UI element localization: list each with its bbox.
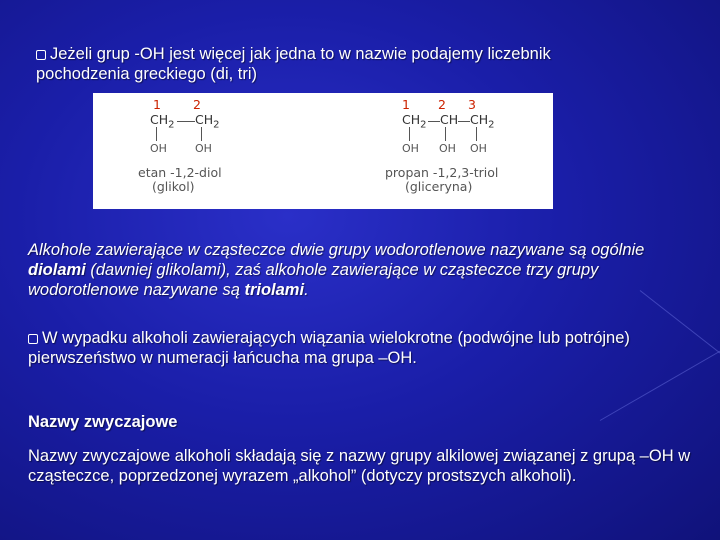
bond bbox=[177, 121, 195, 122]
triol-common-name: (gliceryna) bbox=[405, 179, 473, 194]
diol-triol-paragraph bbox=[28, 240, 698, 300]
bond bbox=[428, 121, 440, 122]
triol-group-3: $CH_2$ bbox=[470, 112, 495, 131]
para1-bold-triolami: triolami bbox=[244, 281, 305, 299]
intro-line1: Jeżeli grup -OH jest więcej jak jedna to w nazwie podajemy liczebnik bbox=[50, 45, 551, 63]
structure-diagram bbox=[93, 93, 553, 209]
para2-text: W wypadku alkoholi zawierających wiązania wielokrotne (podwójne lub potrójne) pierwszeństwo w numeracji łańcucha ma grupa –OH. bbox=[28, 329, 630, 367]
section-heading: Nazwy zwyczajowe bbox=[28, 413, 178, 431]
diol-group-2: $CH_2$ bbox=[195, 112, 220, 131]
triol-name: propan -1,2,3-triol bbox=[385, 165, 499, 180]
triol-oh-1: OH bbox=[402, 142, 419, 155]
bond bbox=[476, 127, 477, 141]
numbering-paragraph bbox=[28, 328, 698, 368]
diol-oh-2: OH bbox=[195, 142, 212, 155]
para1-part3: . bbox=[304, 281, 309, 299]
triol-oh-3: OH bbox=[470, 142, 487, 155]
diol-carbon-number-1: 1 bbox=[153, 97, 161, 112]
para1-part1: Alkohole zawierające w cząsteczce dwie grupy wodorotlenowe nazywane są ogólnie bbox=[28, 241, 645, 259]
triol-group-2: CH bbox=[440, 112, 459, 127]
bond bbox=[409, 127, 410, 141]
checkbox-bullet-icon bbox=[28, 334, 38, 344]
common-names-paragraph: Nazwy zwyczajowe alkoholi składają się z nazwy grupy alkilowej związanej z grupą –OH w cząsteczce, poprzedzonej wyrazem „alkohol” (dotyczy prostszych alkoholi). bbox=[28, 447, 691, 485]
triol-oh-2: OH bbox=[439, 142, 456, 155]
bond bbox=[445, 127, 446, 141]
diol-name: etan -1,2-diol bbox=[138, 165, 222, 180]
triol-carbon-number-3: 3 bbox=[468, 97, 476, 112]
bond bbox=[458, 121, 470, 122]
diol-oh-1: OH bbox=[150, 142, 167, 155]
diol-group-1: $CH_2$ bbox=[150, 112, 175, 131]
triol-carbon-number-1: 1 bbox=[402, 97, 410, 112]
triol-carbon-number-2: 2 bbox=[438, 97, 446, 112]
para1-bold-diolami: diolami bbox=[28, 261, 86, 279]
intro-text bbox=[36, 44, 676, 84]
bond bbox=[201, 127, 202, 141]
para1-part2: (dawniej glikolami), zaś alkohole zawierające w cząsteczce trzy grupy wodorotlenowe nazywane są bbox=[28, 261, 599, 299]
diol-carbon-number-2: 2 bbox=[193, 97, 201, 112]
checkbox-bullet-icon bbox=[36, 50, 46, 60]
bond bbox=[156, 127, 157, 141]
triol-group-1: $CH_2$ bbox=[402, 112, 427, 131]
diol-common-name: (glikol) bbox=[152, 179, 195, 194]
intro-line2: pochodzenia greckiego (di, tri) bbox=[36, 65, 258, 83]
